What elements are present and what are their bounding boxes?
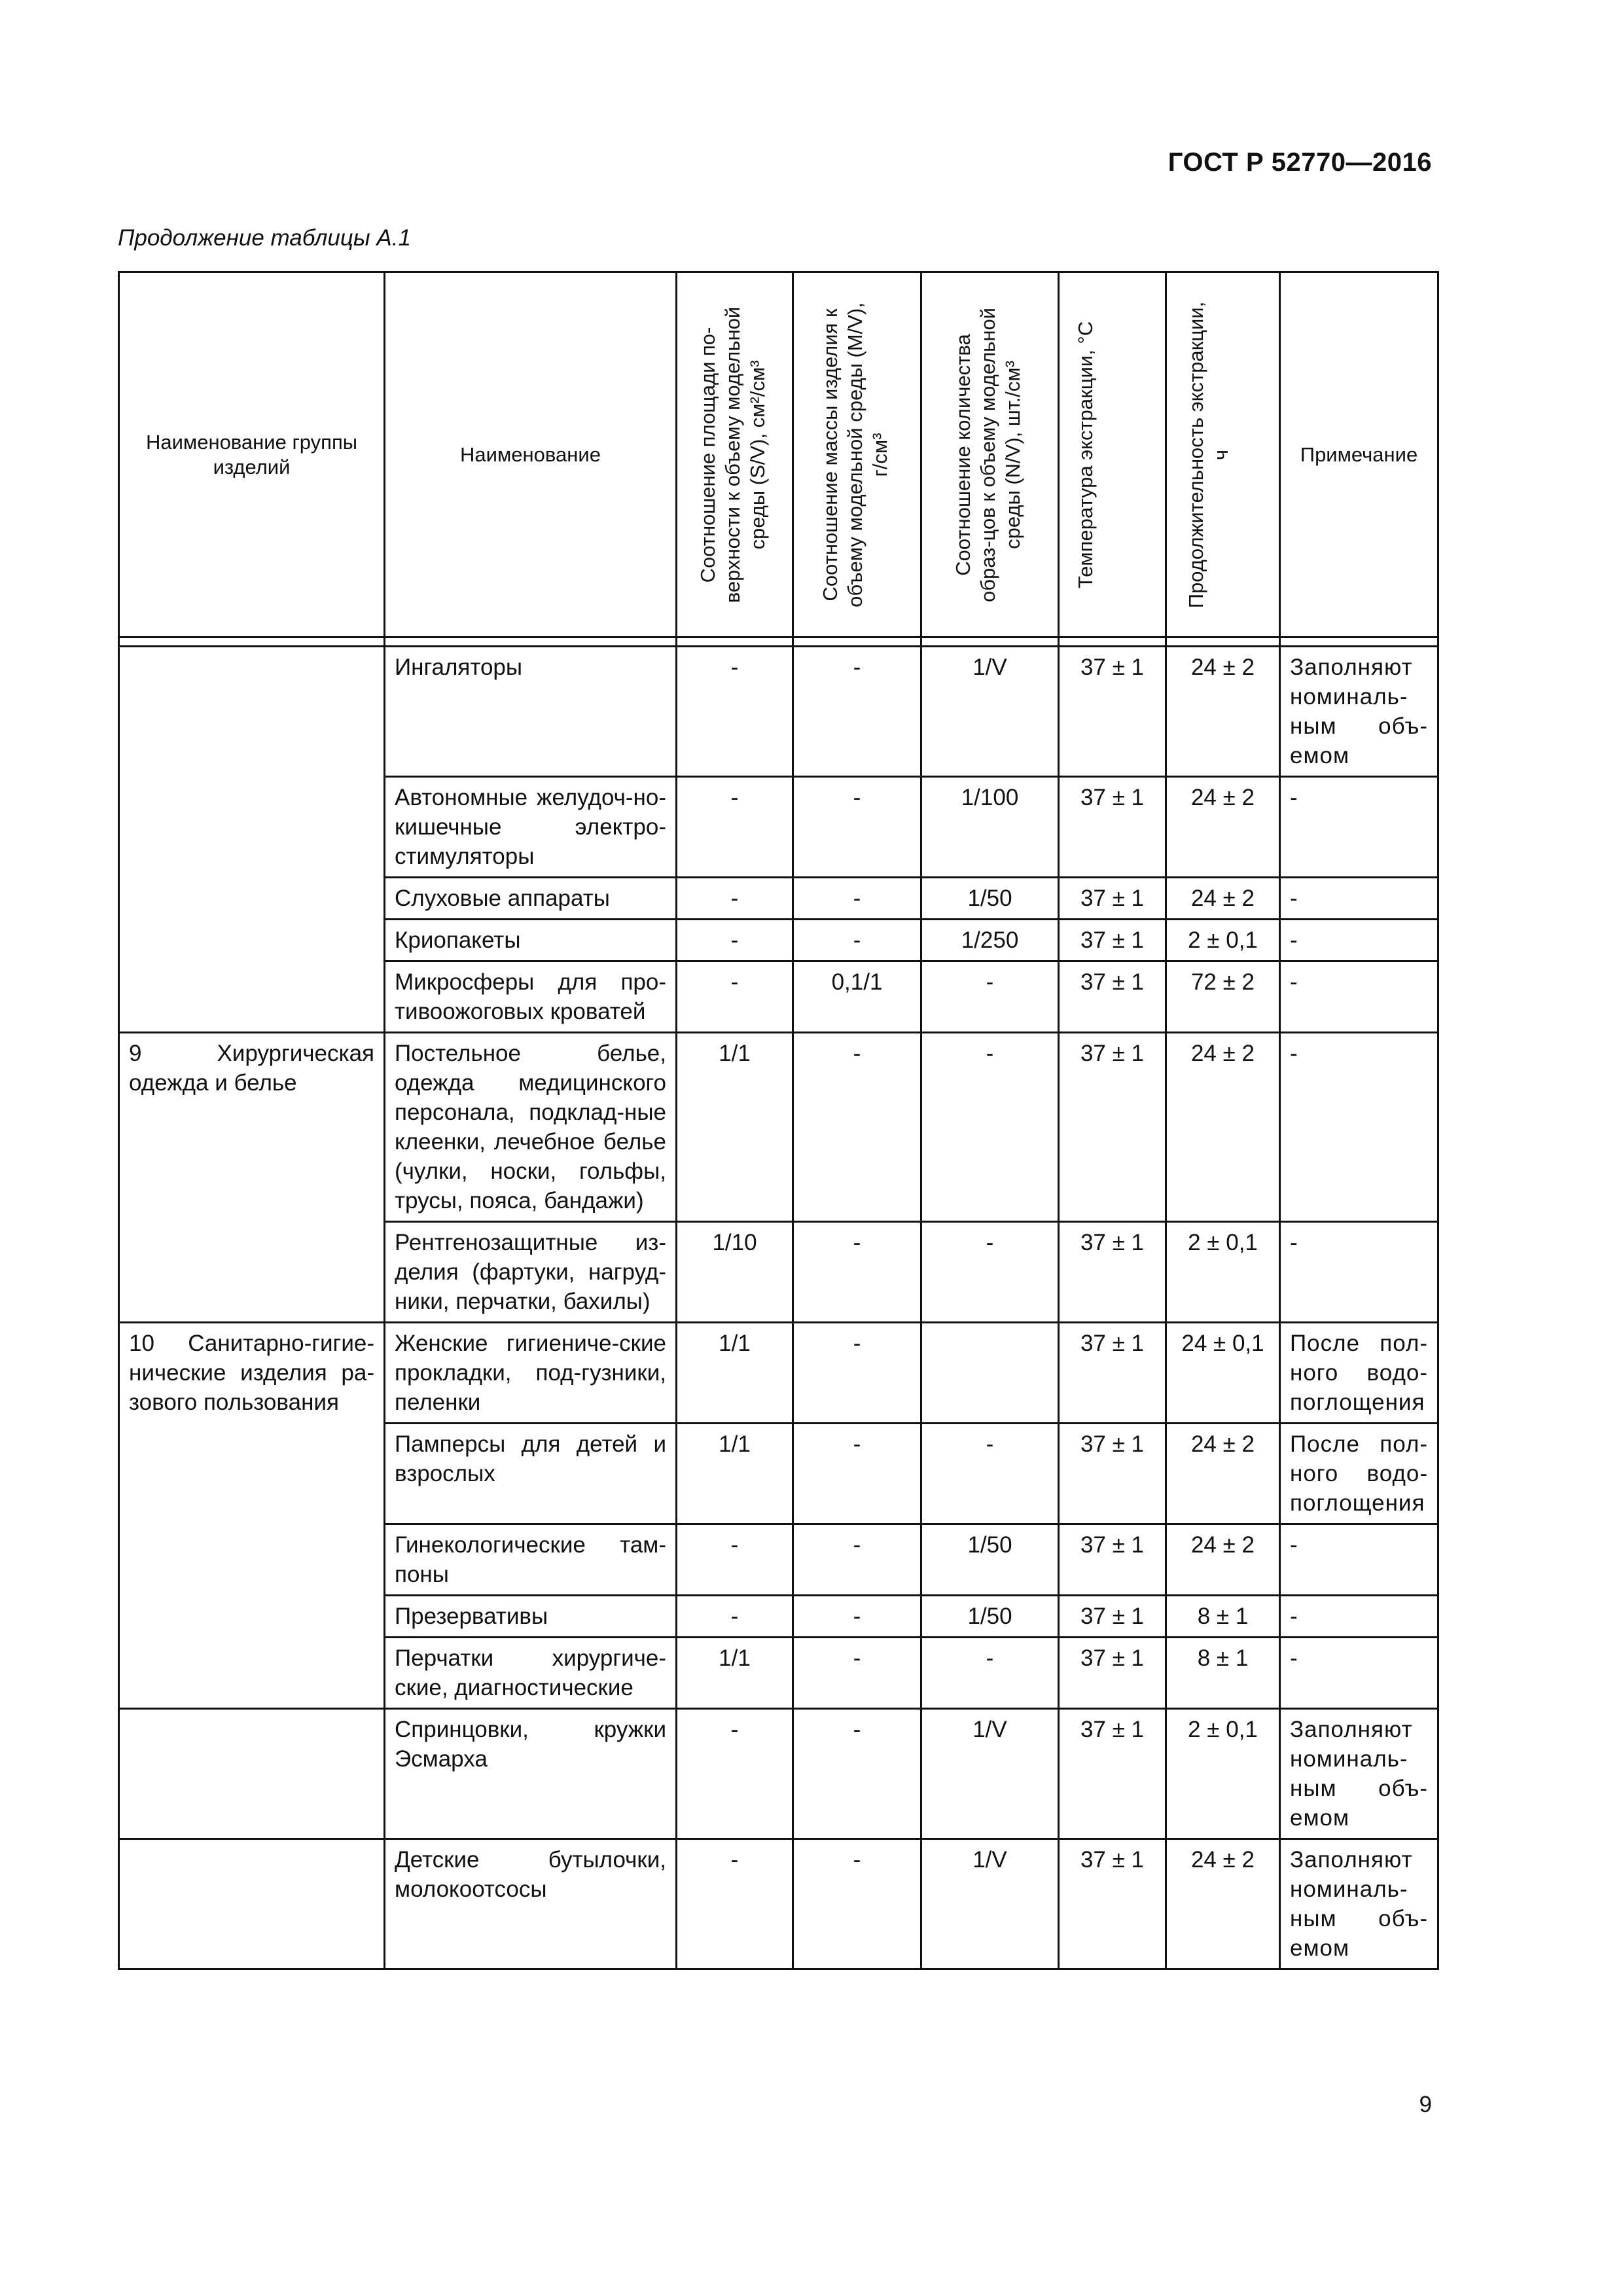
header-divider-row xyxy=(119,637,1438,647)
table-row xyxy=(119,961,1438,1033)
cell-name: Рентгенозащитные из-делия (фартуки, нагруд-ники, перчатки, бахилы) xyxy=(385,1222,677,1323)
table-row xyxy=(119,1596,1438,1638)
col-header-note xyxy=(1280,272,1438,637)
cell-nv: - xyxy=(921,1638,1059,1709)
cell-group xyxy=(119,920,385,961)
col-header-nv-label: Соотношение количества образ-цов к объему модельной среды (N/V), шт./см³ xyxy=(951,307,1024,602)
table-row xyxy=(119,1424,1438,1524)
cell-group xyxy=(119,1524,385,1596)
cell-note: - xyxy=(1280,1524,1438,1596)
cell-group xyxy=(119,1424,385,1524)
cell-name: Гинекологические там-поны xyxy=(385,1524,677,1596)
cell-sv: 1/1 xyxy=(677,1638,793,1709)
cell-name: Перчатки хирургиче-ские, диагностические xyxy=(385,1638,677,1709)
table-row xyxy=(119,1323,1438,1424)
cell-note: - xyxy=(1280,1596,1438,1638)
table-body xyxy=(119,647,1438,1969)
col-header-mv-label: Соотношение массы изделия к объему модельной среды (M/V), г/см³ xyxy=(818,302,891,607)
cell-note: Заполняют номиналь-ным объ-емом xyxy=(1280,1839,1438,1969)
cell-nv: - xyxy=(921,1033,1059,1222)
cell-group: 10 Санитарно-гигие-нические изделия ра-зового пользования xyxy=(119,1323,385,1424)
col-header-name-label: Наименование xyxy=(460,442,601,466)
cell-note: - xyxy=(1280,777,1438,878)
cell-group xyxy=(119,647,385,777)
cell-nv: 1/V xyxy=(921,1839,1059,1969)
col-header-name xyxy=(385,272,677,637)
cell-sv: 1/1 xyxy=(677,1033,793,1222)
cell-mv: - xyxy=(793,1839,921,1969)
col-header-duration-label: Продолжительность экстракции, ч xyxy=(1184,301,1232,608)
cell-group xyxy=(119,1638,385,1709)
cell-nv: 1/50 xyxy=(921,1524,1059,1596)
cell-nv: 1/50 xyxy=(921,1596,1059,1638)
table-row xyxy=(119,920,1438,961)
cell-temp: 37 ± 1 xyxy=(1059,647,1166,777)
cell-nv: 1/250 xyxy=(921,920,1059,961)
cell-note: Заполняют номиналь-ным объ-емом xyxy=(1280,647,1438,777)
cell-temp: 37 ± 1 xyxy=(1059,1638,1166,1709)
cell-mv: - xyxy=(793,777,921,878)
cell-mv: - xyxy=(793,1424,921,1524)
table-row xyxy=(119,647,1438,777)
cell-group xyxy=(119,1596,385,1638)
extraction-table xyxy=(118,271,1439,1970)
cell-note: - xyxy=(1280,878,1438,920)
cell-dur: 2 ± 0,1 xyxy=(1166,1709,1280,1839)
cell-nv: 1/V xyxy=(921,1709,1059,1839)
cell-sv: - xyxy=(677,647,793,777)
cell-temp: 37 ± 1 xyxy=(1059,1424,1166,1524)
cell-temp: 37 ± 1 xyxy=(1059,1596,1166,1638)
cell-note: - xyxy=(1280,920,1438,961)
cell-sv: 1/10 xyxy=(677,1222,793,1323)
page-number: 9 xyxy=(1419,2092,1432,2117)
cell-sv: - xyxy=(677,777,793,878)
cell-mv: - xyxy=(793,647,921,777)
header-row xyxy=(119,272,1438,637)
cell-sv: - xyxy=(677,920,793,961)
cell-dur: 24 ± 2 xyxy=(1166,1033,1280,1222)
cell-temp: 37 ± 1 xyxy=(1059,1839,1166,1969)
cell-mv: - xyxy=(793,1596,921,1638)
cell-name: Спринцовки, кружки Эсмарха xyxy=(385,1709,677,1839)
cell-name: Постельное белье, одежда медицинского персонала, подклад-ные клеенки, лечебное белье (чулки, носки, гольфы, трусы, пояса, бандажи) xyxy=(385,1033,677,1222)
cell-dur: 8 ± 1 xyxy=(1166,1596,1280,1638)
cell-temp: 37 ± 1 xyxy=(1059,1323,1166,1424)
cell-mv: - xyxy=(793,1638,921,1709)
cell-group xyxy=(119,777,385,878)
col-header-group xyxy=(119,272,385,637)
cell-name: Микросферы для про-тивоожоговых кроватей xyxy=(385,961,677,1033)
cell-nv: - xyxy=(921,961,1059,1033)
cell-dur: 2 ± 0,1 xyxy=(1166,1222,1280,1323)
cell-temp: 37 ± 1 xyxy=(1059,961,1166,1033)
cell-sv: - xyxy=(677,878,793,920)
cell-note: - xyxy=(1280,1033,1438,1222)
col-header-note-label: Примечание xyxy=(1300,442,1418,466)
cell-nv: 1/V xyxy=(921,647,1059,777)
cell-sv: 1/1 xyxy=(677,1323,793,1424)
cell-nv: 1/50 xyxy=(921,878,1059,920)
cell-mv: - xyxy=(793,920,921,961)
cell-name: Презервативы xyxy=(385,1596,677,1638)
cell-dur: 24 ± 0,1 xyxy=(1166,1323,1280,1424)
cell-sv: - xyxy=(677,961,793,1033)
cell-group xyxy=(119,1839,385,1969)
cell-note: - xyxy=(1280,1222,1438,1323)
cell-mv: - xyxy=(793,1524,921,1596)
cell-mv: - xyxy=(793,1222,921,1323)
cell-group xyxy=(119,1709,385,1839)
table-row xyxy=(119,777,1438,878)
cell-dur: 2 ± 0,1 xyxy=(1166,920,1280,961)
cell-group xyxy=(119,1222,385,1323)
cell-note: - xyxy=(1280,1638,1438,1709)
cell-temp: 37 ± 1 xyxy=(1059,920,1166,961)
col-header-temp xyxy=(1059,272,1166,637)
cell-temp: 37 ± 1 xyxy=(1059,1033,1166,1222)
cell-name: Ингаляторы xyxy=(385,647,677,777)
cell-temp: 37 ± 1 xyxy=(1059,1709,1166,1839)
cell-nv: 1/100 xyxy=(921,777,1059,878)
cell-name: Автономные желудоч-но-кишечные электро-стимуляторы xyxy=(385,777,677,878)
cell-dur: 24 ± 2 xyxy=(1166,1424,1280,1524)
cell-note: - xyxy=(1280,961,1438,1033)
cell-name: Детские бутылочки, молокоотсосы xyxy=(385,1839,677,1969)
table-row xyxy=(119,1222,1438,1323)
col-header-duration xyxy=(1166,272,1280,637)
cell-temp: 37 ± 1 xyxy=(1059,777,1166,878)
table-row xyxy=(119,1524,1438,1596)
table-row xyxy=(119,1839,1438,1969)
cell-dur: 24 ± 2 xyxy=(1166,777,1280,878)
cell-name: Женские гигиениче-ские прокладки, под-гузники, пеленки xyxy=(385,1323,677,1424)
table-row xyxy=(119,1709,1438,1839)
cell-nv: - xyxy=(921,1424,1059,1524)
cell-sv: - xyxy=(677,1596,793,1638)
cell-mv: - xyxy=(793,1709,921,1839)
cell-group xyxy=(119,878,385,920)
cell-name: Криопакеты xyxy=(385,920,677,961)
cell-note: После пол-ного водо-поглощения xyxy=(1280,1424,1438,1524)
cell-sv: 1/1 xyxy=(677,1424,793,1524)
cell-dur: 24 ± 2 xyxy=(1166,1839,1280,1969)
cell-mv: - xyxy=(793,1033,921,1222)
cell-dur: 24 ± 2 xyxy=(1166,878,1280,920)
cell-dur: 72 ± 2 xyxy=(1166,961,1280,1033)
cell-temp: 37 ± 1 xyxy=(1059,1524,1166,1596)
col-header-sv xyxy=(677,272,793,637)
col-header-temp-label: Температура экстракции, °С xyxy=(1073,321,1097,588)
document-code: ГОСТ Р 52770—2016 xyxy=(1168,148,1432,177)
cell-temp: 37 ± 1 xyxy=(1059,1222,1166,1323)
col-header-group-label: Наименование группы изделий xyxy=(145,430,358,478)
cell-name: Слуховые аппараты xyxy=(385,878,677,920)
cell-note: Заполняют номиналь-ным объ-емом xyxy=(1280,1709,1438,1839)
cell-group xyxy=(119,961,385,1033)
col-header-nv xyxy=(921,272,1059,637)
cell-dur: 24 ± 2 xyxy=(1166,1524,1280,1596)
cell-dur: 24 ± 2 xyxy=(1166,647,1280,777)
cell-nv: - xyxy=(921,1222,1059,1323)
table-row xyxy=(119,1033,1438,1222)
cell-nv xyxy=(921,1323,1059,1424)
cell-sv: - xyxy=(677,1839,793,1969)
cell-note: После пол-ного водо-поглощения xyxy=(1280,1323,1438,1424)
col-header-sv-label: Соотношение площади по-верхности к объему модельной среды (S/V), см²/см³ xyxy=(696,306,769,603)
table-row xyxy=(119,1638,1438,1709)
col-header-mv xyxy=(793,272,921,637)
cell-sv: - xyxy=(677,1524,793,1596)
cell-mv: - xyxy=(793,1323,921,1424)
cell-temp: 37 ± 1 xyxy=(1059,878,1166,920)
table-row xyxy=(119,878,1438,920)
cell-sv: - xyxy=(677,1709,793,1839)
table-caption: Продолжение таблицы А.1 xyxy=(118,225,411,251)
cell-mv: - xyxy=(793,878,921,920)
cell-group: 9 Хирургическая одежда и белье xyxy=(119,1033,385,1222)
cell-mv: 0,1/1 xyxy=(793,961,921,1033)
cell-dur: 8 ± 1 xyxy=(1166,1638,1280,1709)
cell-name: Памперсы для детей и взрослых xyxy=(385,1424,677,1524)
